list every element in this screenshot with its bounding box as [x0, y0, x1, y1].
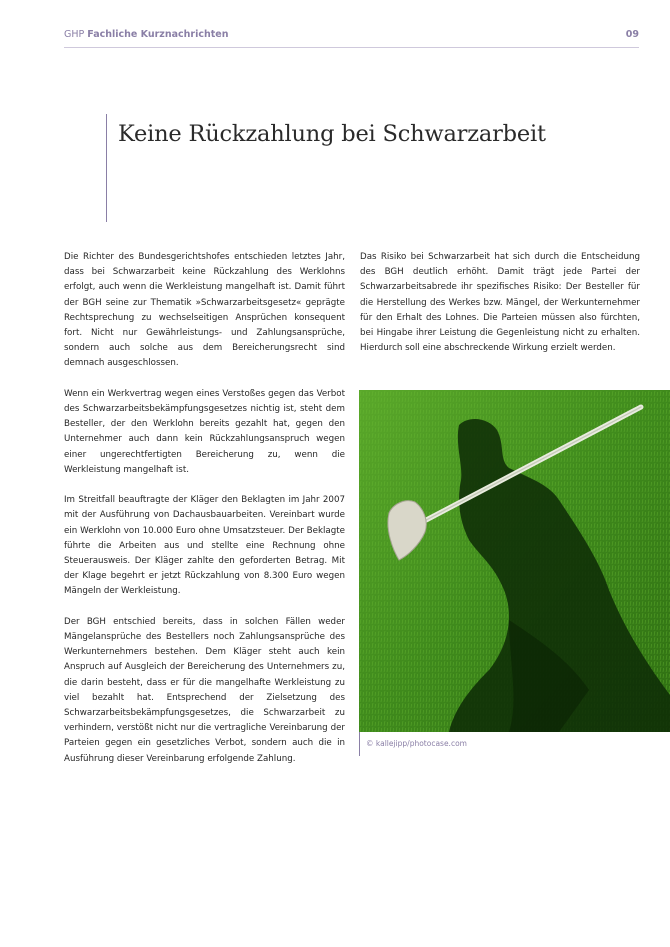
title-accent-bar — [106, 114, 107, 222]
header-brand: GHP — [64, 29, 85, 40]
paragraph: Wenn ein Werkvertrag wegen eines Verstoßes gegen das Verbot des Schwarzarbeitsbekämpfungsgesetzes nichtig ist, steht dem Besteller, der den Werklohn bereits gezahlt hat, gegen den Unternehmer auch dann kein Rückzahlungsanspruch wegen einer ungerechtfertigten Bereicherung zu, wenn die Werkleistung mangelhaft ist. — [64, 388, 345, 475]
caption-accent-bar — [359, 732, 360, 756]
paragraph: Im Streitfall beauftragte der Kläger den Beklagten im Jahr 2007 mit der Ausführung von Dachausbauarbeiten. Vereinbart wurde ein Werklohn von 10.000 Euro ohne Umsatzsteuer. Der Beklagte führte die Arbeiten aus und stellte eine Rechnung ohne Steuerausweis. Der Kläger zahlte den geforderten Betrag. Mit der Klage begehrt er jetzt Rückzahlung von 8.300 Euro wegen Mängeln der Werkleistung. — [64, 495, 345, 597]
paragraph: Der BGH entschied bereits, dass in solchen Fällen weder Mängelansprüche des Bestellers noch Zahlungsansprüche des Werkunternehmers bestehen. Dem Kläger steht auch kein Anspruch auf Ausgleich der Bereicherung des Unternehmers zu, die darin besteht, dass er für die mangelhafte Werkleistung zu viel bezahlt hat. Entsprechend der Zielsetzung des Schwarzarbeitsbekämpfungsgesetzes, die Schwarzarbeit zu verhindern, verstößt nicht nur die vertragliche Vereinbarung der Parteien gegen ein gesetzliches Verbot, sondern auch die in Ausführung dieser Vereinbarung erfolgende Zahlung. — [64, 616, 345, 764]
page-number: 09 — [625, 29, 639, 40]
header-label — [64, 29, 229, 40]
article-title: Keine Rückzahlung bei Schwarzarbeit — [118, 121, 546, 147]
text-column-right — [360, 250, 640, 372]
photo-illustration — [359, 390, 670, 732]
shovel-shadow-photo — [359, 390, 670, 732]
header-divider — [64, 47, 639, 48]
photo-credit: © kallejipp/photocase.com — [366, 739, 467, 748]
header-section: Fachliche Kurznachrichten — [87, 29, 229, 40]
text-column-left — [64, 250, 345, 782]
running-header — [64, 29, 639, 45]
paragraph: Das Risiko bei Schwarzarbeit hat sich durch die Entscheidung des BGH deutlich erhöht. Damit trägt jede Partei der Schwarzarbeitsabrede ihr spezifisches Risiko: Der Besteller für die Herstellung des Werkes bzw. Mängel, der Werkunternehmer für den Erhalt des Lohnes. Die Parteien müssen also fürchten, bei Hingabe ihrer Leistung die Gegenleistung nicht zu erhalten. Hierdurch soll eine abschreckende Wirkung erzielt werden. — [360, 252, 640, 354]
paragraph: Die Richter des Bundesgerichtshofes entschieden letztes Jahr, dass bei Schwarzarbeit keine Rückzahlung des Werklohns erfolgt, auch wenn die Werkleistung mangelhaft ist. Damit führt der BGH seine zur Thematik »Schwarzarbeitsgesetz« geprägte Rechtsprechung zu wechselseitigen Ansprüchen konsequent fort. Nicht nur Gewährleistungs- und Zahlungsansprüche, sondern auch solche aus dem Bereicherungsrecht sind demnach ausgeschlossen. — [64, 252, 345, 369]
